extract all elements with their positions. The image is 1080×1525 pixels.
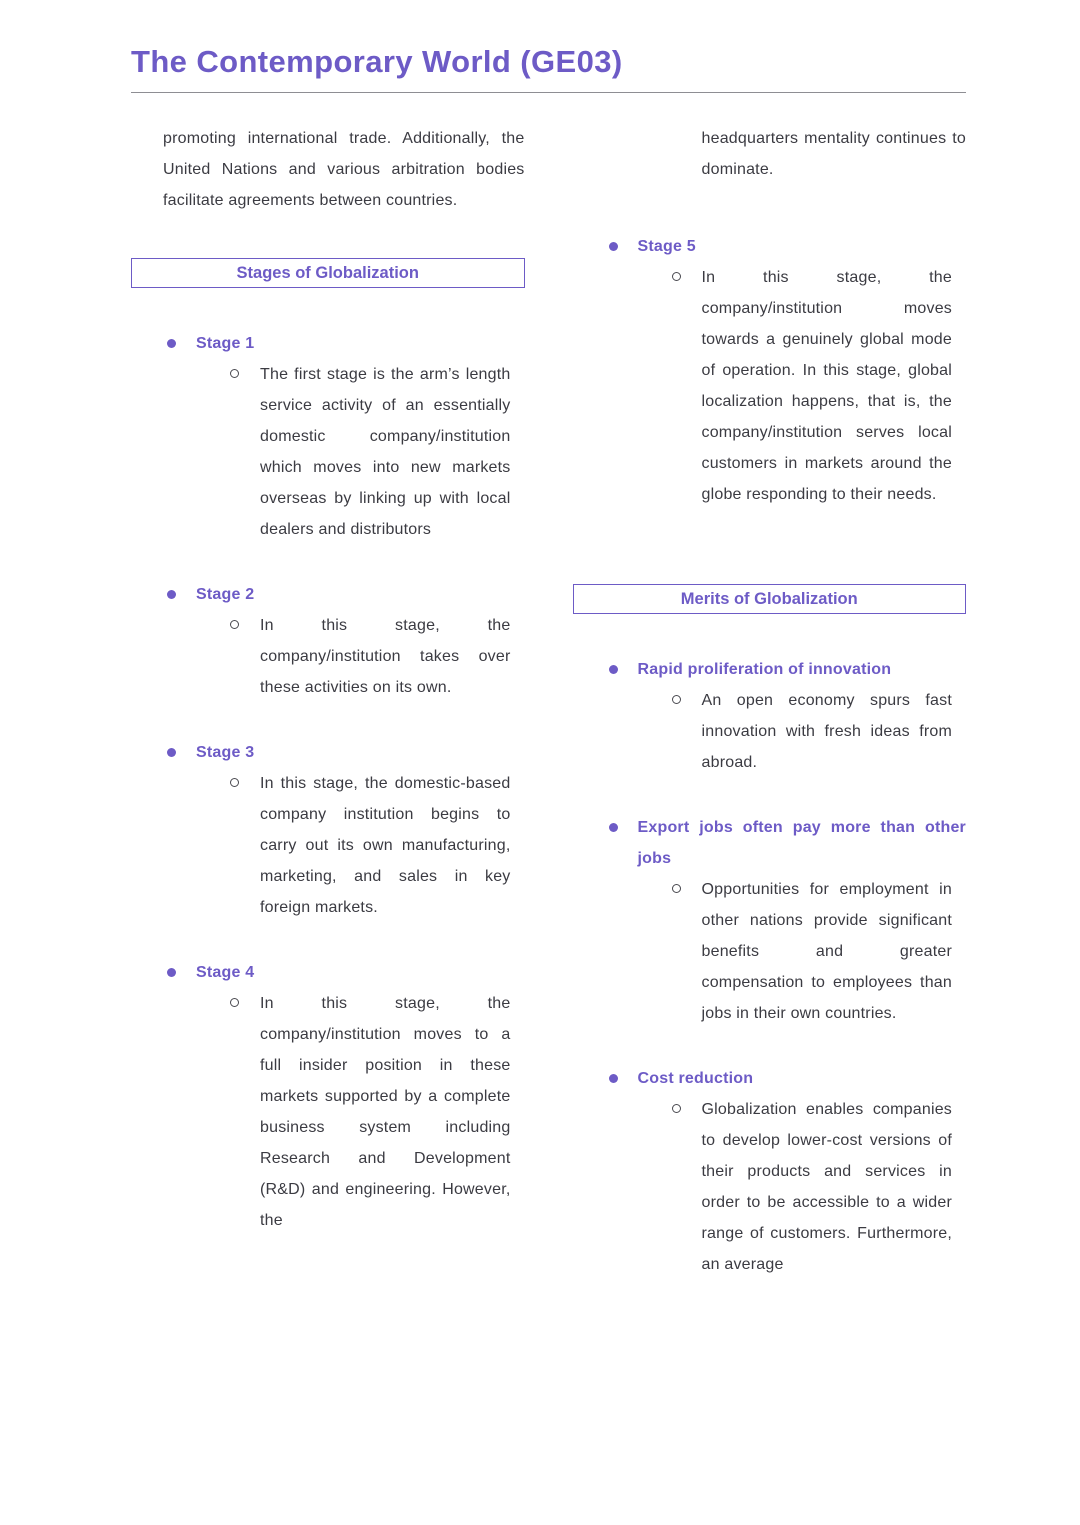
circle-bullet-icon	[230, 998, 239, 1007]
list-item-header	[573, 231, 967, 262]
bullet-icon	[167, 590, 176, 599]
list-item-merit-export-jobs	[573, 812, 967, 1029]
continuation-paragraph: headquarters mentality continues to dominate.	[701, 130, 966, 178]
sub-item-text: In this stage, the company/institution takes over these activities on its own.	[260, 617, 511, 696]
item-label: Stage 3	[196, 744, 255, 761]
list-item-stage-4	[131, 957, 525, 1236]
sub-item-text: An open economy spurs fast innovation with fresh ideas from abroad.	[701, 692, 952, 771]
bullet-icon	[609, 823, 618, 832]
sub-item-text: In this stage, the company/institution moves to a full insider position in these markets supported by a complete business system including Research and Development (R&D) and engineering. However, the	[260, 995, 511, 1229]
section-heading-box-stages	[131, 258, 525, 288]
item-label: Stage 4	[196, 964, 255, 981]
page-title: The Contemporary World (GE03)	[131, 44, 623, 79]
title-underline	[131, 92, 966, 93]
item-label: Export jobs often pay more than other jobs	[637, 819, 966, 867]
two-column-layout	[131, 123, 966, 1280]
list-item-header	[573, 654, 967, 685]
bullet-icon	[609, 1074, 618, 1083]
intro-paragraph: promoting international trade. Additionally, the United Nations and various arbitration bodies facilitate agreements between countries.	[163, 130, 525, 209]
circle-bullet-icon	[230, 620, 239, 629]
list-item-header	[573, 1063, 967, 1094]
item-label: Stage 5	[637, 238, 696, 255]
sub-item	[573, 1094, 967, 1280]
section-heading: Stages of Globalization	[236, 264, 419, 282]
circle-bullet-icon	[672, 272, 681, 281]
sub-item	[573, 874, 967, 1029]
bullet-icon	[167, 748, 176, 757]
circle-bullet-icon	[672, 695, 681, 704]
bullet-icon	[167, 339, 176, 348]
list-item-stage-5	[573, 231, 967, 510]
item-label: Stage 2	[196, 586, 255, 603]
list-item-header	[131, 579, 525, 610]
list-item-merit-cost-reduction	[573, 1063, 967, 1280]
sub-item	[131, 988, 525, 1236]
section-heading: Merits of Globalization	[680, 590, 858, 608]
circle-bullet-icon	[230, 369, 239, 378]
list-item-merit-innovation	[573, 654, 967, 778]
right-column	[573, 123, 967, 1280]
left-column	[131, 123, 525, 1236]
list-item-stage-1	[131, 328, 525, 545]
list-item-stage-2	[131, 579, 525, 703]
sub-item	[131, 768, 525, 923]
bullet-icon	[167, 968, 176, 977]
circle-bullet-icon	[230, 778, 239, 787]
list-item-header	[573, 812, 967, 874]
sub-item-text: Globalization enables companies to develop lower-cost versions of their products and services in order to be accessible to a wider range of customers. Furthermore, an average	[701, 1101, 952, 1273]
circle-bullet-icon	[672, 1104, 681, 1113]
circle-bullet-icon	[672, 884, 681, 893]
sub-item-text: In this stage, the company/institution moves towards a genuinely global mode of operation. In this stage, global localization happens, that is, the company/institution serves local customers in markets around the globe responding to their needs.	[701, 269, 952, 503]
bullet-icon	[609, 665, 618, 674]
spacer	[573, 544, 967, 584]
section-heading-box-merits	[573, 584, 967, 614]
list-item-header	[131, 737, 525, 768]
sub-item	[573, 262, 967, 510]
sub-item-text: Opportunities for employment in other nations provide significant benefits and greater compensation to employees than jobs in their own countries.	[701, 881, 952, 1022]
list-item-stage-3	[131, 737, 525, 923]
sub-item	[131, 610, 525, 703]
sub-item	[131, 359, 525, 545]
item-label: Stage 1	[196, 335, 255, 352]
sub-item-text: The first stage is the arm’s length service activity of an essentially domestic company/institution which moves into new markets overseas by linking up with local dealers and distributors	[260, 366, 511, 538]
bullet-icon	[609, 242, 618, 251]
item-label: Cost reduction	[637, 1070, 754, 1087]
sub-item	[573, 685, 967, 778]
list-item-header	[131, 957, 525, 988]
item-label: Rapid proliferation of innovation	[637, 661, 892, 678]
sub-item-text: In this stage, the domestic-based company institution begins to carry out its own manufacturing, marketing, and sales in key foreign markets.	[260, 775, 511, 916]
list-item-header	[131, 328, 525, 359]
